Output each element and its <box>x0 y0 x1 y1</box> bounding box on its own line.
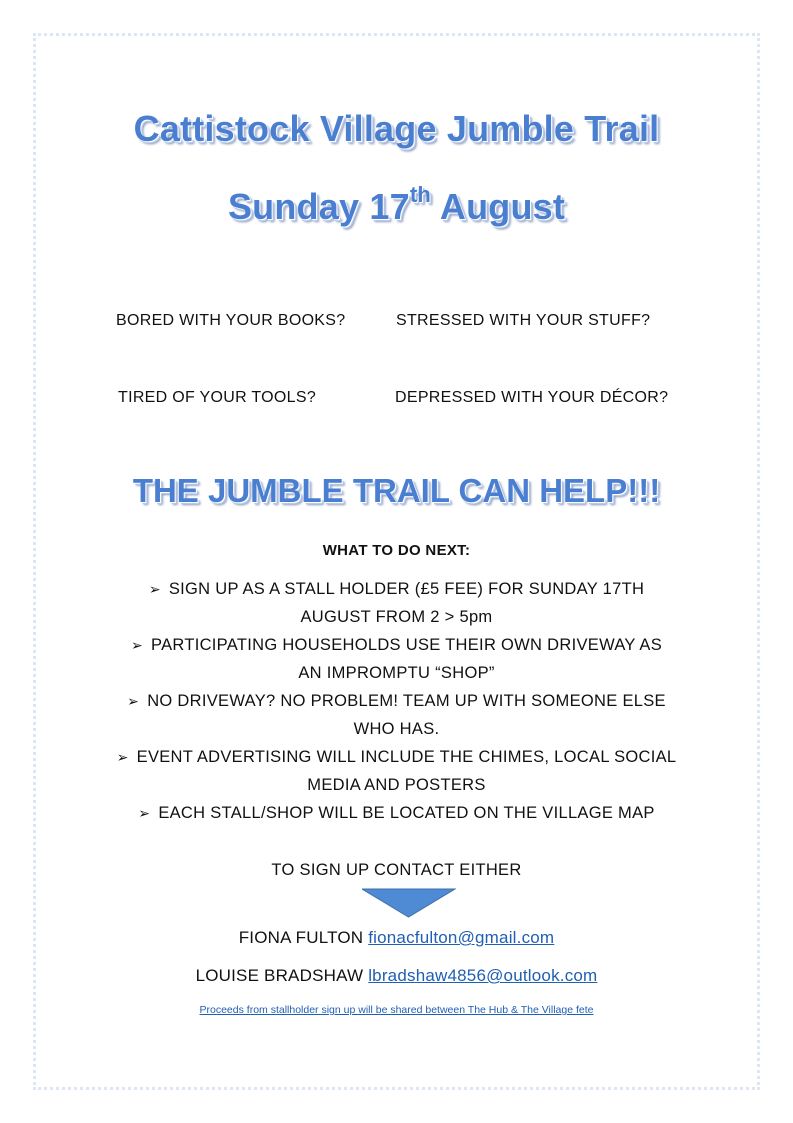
question-tools: TIRED OF YOUR TOOLS? <box>118 389 317 406</box>
title-date-prefix: Sunday 17 <box>227 186 410 227</box>
arrowhead-bullet-icon: ➢ <box>116 749 129 765</box>
bullet-1-line-1: ➢ SIGN UP AS A STALL HOLDER (£5 FEE) FOR SUNDAY 17TH <box>148 580 645 598</box>
question-stuff: STRESSED WITH YOUR STUFF? <box>396 312 651 329</box>
down-arrow-icon <box>362 887 456 919</box>
proceeds-footnote: Proceeds from stallholder sign up will be shared between The Hub & The Village fete <box>199 1004 594 1016</box>
arrowhead-bullet-icon: ➢ <box>127 693 140 709</box>
bullet-4-line-2: MEDIA AND POSTERS <box>307 776 486 794</box>
arrowhead-bullet-icon: ➢ <box>130 637 144 653</box>
title-date-suffix: August <box>431 186 566 227</box>
bullet-3-line-2: WHO HAS. <box>353 720 440 738</box>
title-line-1: Cattistock Village Jumble Trail <box>133 108 660 149</box>
title-date-superscript: th <box>409 182 431 207</box>
question-books: BORED WITH YOUR BOOKS? <box>116 312 346 329</box>
what-to-do-next-heading: WHAT TO DO NEXT: <box>322 542 471 559</box>
signup-text: TO SIGN UP CONTACT EITHER <box>271 861 522 879</box>
bullet-2-line-2: AN IMPROMPTU “SHOP” <box>298 664 495 682</box>
contact-name: LOUISE BRADSHAW <box>195 966 364 985</box>
headline: THE JUMBLE TRAIL CAN HELP!!! <box>132 472 661 509</box>
email-link-louise[interactable]: lbradshaw4856@outlook.com <box>368 966 598 985</box>
question-decor: DEPRESSED WITH YOUR DÉCOR? <box>395 389 669 406</box>
arrowhead-bullet-icon: ➢ <box>148 581 161 597</box>
arrowhead-bullet-icon: ➢ <box>138 805 151 821</box>
bullet-2-line-1: ➢ PARTICIPATING HOUSEHOLDS USE THEIR OWN DRIVEWAY AS <box>130 636 663 654</box>
contact-fiona <box>0 928 793 948</box>
bullet-3-line-1: ➢ NO DRIVEWAY? NO PROBLEM! TEAM UP WITH SOMEONE ELSE <box>127 692 666 710</box>
contact-name: FIONA FULTON <box>238 928 364 947</box>
title-line-2 <box>0 182 793 228</box>
contact-louise <box>0 966 793 986</box>
bullet-5-line-1: ➢ EACH STALL/SHOP WILL BE LOCATED ON THE VILLAGE MAP <box>138 804 655 822</box>
bullet-4-line-1: ➢ EVENT ADVERTISING WILL INCLUDE THE CHIMES, LOCAL SOCIAL <box>116 748 677 766</box>
email-link-fiona[interactable]: fionacfulton@gmail.com <box>368 928 555 947</box>
bullet-1-line-2: AUGUST FROM 2 > 5pm <box>300 608 493 626</box>
